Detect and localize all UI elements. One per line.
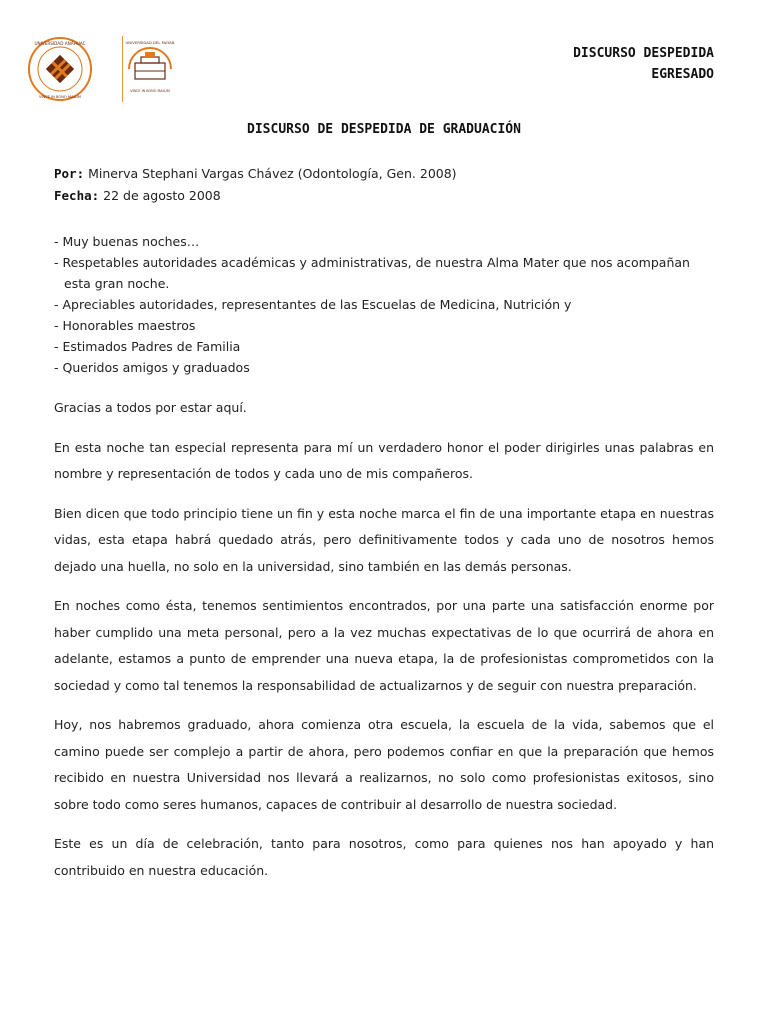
greeting-item: - Respetables autoridades académicas y administrativas, de nuestra Alma Mater que nos acompañan esta gran noche. xyxy=(54,255,690,291)
university-logos xyxy=(24,36,174,102)
logo-left-motto: VINCE IN BONO MALUM xyxy=(38,95,82,99)
document-title: DISCURSO DE DESPEDIDA DE GRADUACIÓN xyxy=(247,122,521,137)
speech-paragraph: Bien dicen que todo principio tiene un fin y esta noche marca el fin de una importante etapa en nuestras vidas, esta etapa habrá quedado atrás, pero definitivamente todos y cada uno de nosotros hemos dejado una huella, no solo en la universidad, sino también en las demás personas. xyxy=(54,505,714,574)
logo-right-motto: VINCE IN BONO MALUM xyxy=(130,89,170,93)
greeting-item: - Estimados Padres de Familia xyxy=(54,339,241,354)
greeting-item: - Muy buenas noches… xyxy=(54,234,200,249)
anahuac-logo xyxy=(24,36,96,102)
author-label: Por: xyxy=(54,166,85,181)
speech-paragraph: Hoy, nos habremos graduado, ahora comienza otra escuela, la escuela de la vida, sabemos que el camino puede ser complejo a partir de ahora, pero podemos confiar en que la preparación que hemos recibido en nuestra Universidad nos llevará a realizarnos, no solo como profesionistas exitosos, sino sobre todo como seres humanos, capaces de contribuir al desarrollo de nuestra sociedad. xyxy=(54,717,714,812)
date-label: Fecha: xyxy=(54,188,100,203)
speech-body xyxy=(54,395,714,897)
speech-paragraph: Gracias a todos por estar aquí. xyxy=(54,400,247,415)
greeting-item: - Apreciables autoridades, representantes de las Escuelas de Medicina, Nutrición y xyxy=(54,297,572,312)
header-title-line1: DISCURSO DESPEDIDA xyxy=(573,46,714,61)
date-value: 22 de agosto 2008 xyxy=(103,188,221,203)
header-title-line2: EGRESADO xyxy=(651,67,714,82)
logo-right-mark: UNIVERSIDAD DEL MAYAB xyxy=(125,40,175,45)
document-meta xyxy=(54,163,457,207)
greeting-item: - Honorables maestros xyxy=(54,318,196,333)
author-line xyxy=(54,163,457,185)
header-title xyxy=(573,43,714,85)
logo-left-mark: UNIVERSIDAD ANÁHUAC xyxy=(34,41,86,46)
speech-paragraph: En esta noche tan especial representa para mí un verdadero honor el poder dirigirles unas palabras en nombre y representación de todos y cada uno de mis compañeros. xyxy=(54,439,714,481)
speech-paragraph: Este es un día de celebración, tanto para nosotros, como para quienes nos han apoyado y han contribuido en nuestra educación. xyxy=(54,836,714,878)
mayab-logo xyxy=(125,36,175,102)
speech-paragraph: En noches como ésta, tenemos sentimientos encontrados, por una parte una satisfacción enorme por haber cumplido una meta personal, pero a la vez muchas expectativas de lo que ocurrirá de ahora en adelante, estamos a punto de emprender una nueva etapa, la de profesionistas comprometidos con la sociedad y como tal tenemos la responsabilidad de actualizarnos y de seguir con nuestra preparación. xyxy=(54,598,714,693)
greetings-list xyxy=(54,231,718,378)
greeting-item: - Queridos amigos y graduados xyxy=(54,360,250,375)
logo-divider xyxy=(122,36,123,102)
author-value: Minerva Stephani Vargas Chávez (Odontología, Gen. 2008) xyxy=(88,166,457,181)
date-line xyxy=(54,185,457,207)
